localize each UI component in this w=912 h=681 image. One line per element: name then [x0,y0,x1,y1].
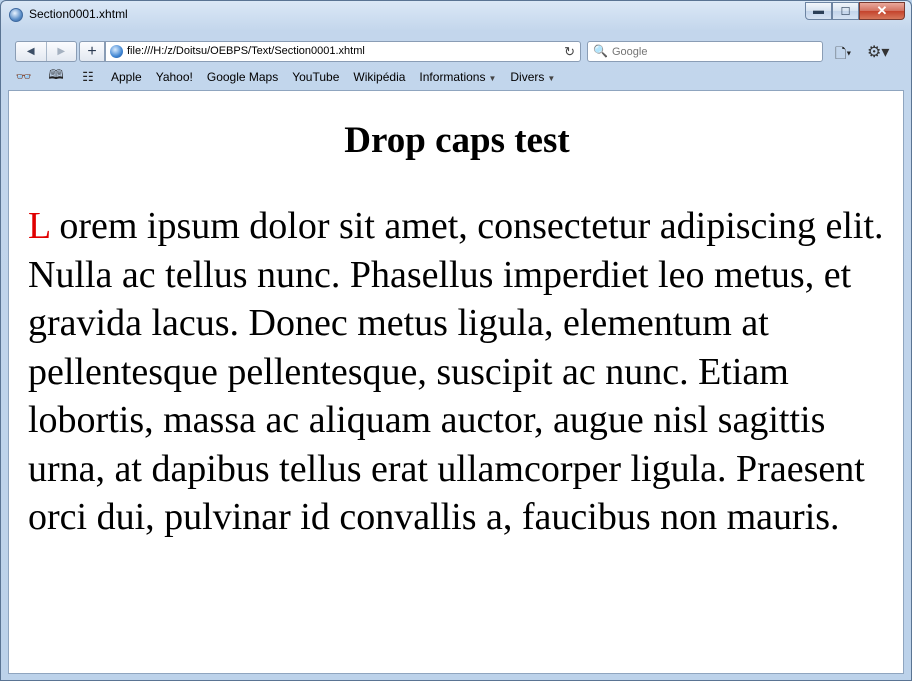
chevron-down-icon: ▼ [547,74,556,83]
search-icon[interactable]: 🔍 [593,44,608,58]
page-menu-icon[interactable]: 🗋▾ [835,45,852,61]
caption-buttons [805,2,905,20]
globe-icon [110,45,123,58]
gear-icon[interactable]: ⚙▾ [867,44,890,61]
minimize-button[interactable]: ▬ [805,2,832,20]
page-heading: Drop caps test [344,120,570,161]
window-title: Section0001.xhtml [29,7,128,21]
drop-cap: L [28,205,50,247]
safari-icon [9,8,23,22]
bookmark-youtube[interactable]: YouTube [292,70,340,84]
search-box[interactable] [587,41,823,62]
address-bar[interactable] [105,41,581,62]
bookmark-apple[interactable]: Apple [111,70,142,84]
nav-buttons [15,41,77,62]
url-text[interactable]: file:///H:/z/Doitsu/OEBPS/Text/Section0001.xhtml [127,45,365,57]
top-sites-icon[interactable]: ☷ [82,69,94,84]
close-button[interactable]: ✕ [859,2,905,20]
toolbar [9,37,904,65]
bookmark-yahoo[interactable]: Yahoo! [155,70,193,84]
reload-icon[interactable]: ↻ [564,44,575,59]
folder-label: Informations [419,70,486,84]
bookmark-folder-divers[interactable] [510,70,555,84]
search-input[interactable] [612,44,812,59]
title-bar[interactable] [1,1,911,29]
chevron-down-icon: ▼ [488,74,497,83]
add-bookmark-button[interactable]: + [79,41,105,62]
body-paragraph [28,202,890,542]
bookmark-wikipedia[interactable]: Wikipédia [353,70,406,84]
paragraph-text: orem ipsum dolor sit amet, consectetur adipiscing elit. Nulla ac tellus nunc. Phasellus imperdiet leo metus, et gravida lacus. Donec metus ligula, elementum at pellentesque pellentesque, suscipit ac nunc. Etiam lobortis, massa ac aliquam auctor, augue nisl sagittis urna, at dapibus tellus erat ullamcorper ligula. Praesent orci dui, pulvinar id convallis a, faucibus non mauris. [28,205,884,538]
back-button[interactable]: ◀ [26,46,35,57]
reading-list-icon[interactable]: 👓 [15,69,33,84]
book-icon[interactable]: 🕮 [48,67,64,82]
forward-button[interactable]: ▶ [46,42,77,61]
bookmark-folder-informations[interactable] [419,70,496,84]
bookmark-google-maps[interactable]: Google Maps [206,70,279,84]
maximize-button[interactable]: ☐ [832,2,859,20]
folder-label: Divers [510,70,545,84]
bookmarks-bar [1,67,911,87]
page-content [8,90,904,674]
